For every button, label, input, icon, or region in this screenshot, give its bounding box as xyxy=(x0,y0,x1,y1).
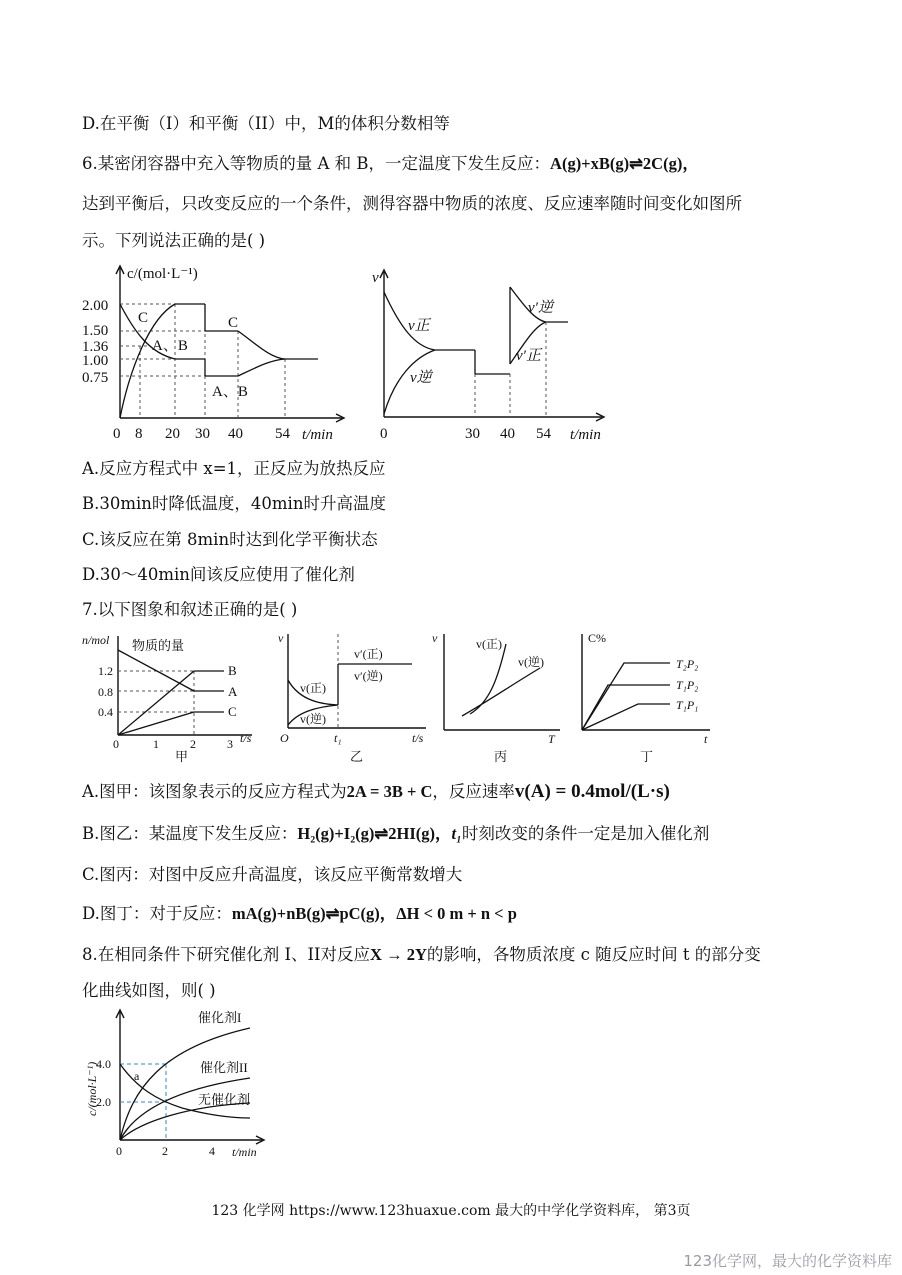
q6-option-d: D.30～40min间该反应使用了催化剂 xyxy=(82,565,355,584)
fig6b-xlabel: t/min xyxy=(570,427,601,443)
q7a-text-mid: ，反应速率 xyxy=(432,782,515,801)
fig6b-xtick: 30 xyxy=(465,426,480,442)
q6-option-a: A.反应方程式中 x=1，正反应为放热反应 xyxy=(82,459,386,478)
fig8-label: 无催化剂 xyxy=(198,1092,251,1107)
q7a-text: A.图甲：该图象表示的反应方程式为 xyxy=(82,782,347,801)
fig7-ding-caption: 丁 xyxy=(640,749,654,764)
fig7-jia-series: B xyxy=(228,663,237,678)
watermark: 123化学网，最大的化学资料库 xyxy=(683,1252,892,1270)
fig6-rate-graph xyxy=(370,262,620,448)
q6-equation: A(g)+xB(g)⇌2C(g)， xyxy=(550,154,699,173)
fig7-ding-graph xyxy=(572,630,722,765)
fig7-jia-ytick: 0.8 xyxy=(98,685,113,699)
fig8-label: a xyxy=(134,1069,140,1083)
fig6a-label: C xyxy=(138,310,149,326)
fig8-xlabel: t/min xyxy=(232,1145,257,1159)
page-footer: 123 化学网 https://www.123huaxue.com 最大的中学化学资料库， 第3页 xyxy=(211,1203,691,1219)
fig7-bing-label: v(正) xyxy=(476,637,502,651)
q7a-rate-equation: v(A) = 0.4mol/(L·s) xyxy=(514,781,670,802)
fig8-xtick: 0 xyxy=(116,1144,122,1158)
fig7-bing-xlabel: T xyxy=(548,732,555,746)
fig6a-ytick: 1.00 xyxy=(82,353,109,369)
fig6b-ylabel: v xyxy=(372,270,379,286)
fig7-ding-ylabel: C% xyxy=(588,631,606,645)
fig7-ding-label: T₁P₂ xyxy=(676,678,699,692)
fig6a-label: C xyxy=(228,315,239,331)
fig7-jia-xtick: 0 xyxy=(113,737,119,751)
fig6a-xtick: 40 xyxy=(228,426,243,442)
fig6b-label: v逆 xyxy=(410,370,432,386)
q6-option-c: C.该反应在第 8min时达到化学平衡状态 xyxy=(82,530,378,549)
q7a-equation: 2A = 3B + C xyxy=(346,782,433,801)
fig6a-xtick: 0 xyxy=(113,426,121,442)
fig7-jia-title: 物质的量 xyxy=(132,638,185,653)
fig6b-label: v′逆 xyxy=(528,300,553,316)
q8-text: 8.在相同条件下研究催化剂 I、II对反应 xyxy=(82,945,371,964)
q8-stem xyxy=(82,941,761,965)
fig6a-ytick: 2.00 xyxy=(82,298,109,314)
fig6b-label: v正 xyxy=(408,318,430,334)
fig7-jia-xtick: 3 xyxy=(227,737,233,751)
fig7-ding-label: T₁P₁ xyxy=(676,698,699,712)
fig7-yi-label: v′(逆) xyxy=(354,669,383,683)
q7b-t1: t₁ xyxy=(451,824,462,843)
fig8-label: 催化剂I xyxy=(198,1010,242,1025)
fig7-jia-series: C xyxy=(228,704,237,719)
fig6b-xtick: 40 xyxy=(500,426,515,442)
q7d-text: D.图丁：对于反应： xyxy=(82,904,232,923)
fig8-label: 催化剂II xyxy=(200,1060,248,1075)
q6-stem-text: 6.某密闭容器中充入等物质的量 A 和 B，一定温度下发生反应： xyxy=(82,154,551,173)
fig7-yi-label: v(正) xyxy=(300,681,326,695)
q7-option-a xyxy=(82,778,670,803)
fig6a-label: A、B xyxy=(212,384,248,400)
fig8-catalyst-graph xyxy=(82,1008,282,1166)
fig7-jia-ytick: 1.2 xyxy=(98,664,113,678)
fig7-jia-series: A xyxy=(228,684,238,699)
fig6a-xtick: 54 xyxy=(275,426,290,442)
q8-line2: 化曲线如图，则( ) xyxy=(82,981,216,1000)
fig7-yi-origin: O xyxy=(280,731,289,745)
fig6a-label: A、B xyxy=(152,338,188,354)
fig7-yi-t1: t₁ xyxy=(334,731,342,745)
q7-option-c: C.图丙：对图中反应升高温度，该反应平衡常数增大 xyxy=(82,865,463,884)
q7-option-d xyxy=(82,900,517,924)
q7d-equation: mA(g)+nB(g)⇌pC(g)，ΔH < 0 m + n < p xyxy=(231,904,517,923)
q6-line3: 示。下列说法正确的是( ) xyxy=(82,231,266,250)
q7-option-b xyxy=(82,820,709,844)
q8-equation: X → 2Y xyxy=(370,945,427,964)
q6-option-b: B.30min时降低温度，40min时升高温度 xyxy=(82,494,386,513)
fig8-xtick: 4 xyxy=(209,1144,215,1158)
q5-option-d: D.在平衡（I）和平衡（II）中，M的体积分数相等 xyxy=(82,114,450,133)
q8-text-post: 的影响，各物质浓度 c 随反应时间 t 的部分变 xyxy=(426,945,761,964)
fig6a-xtick: 20 xyxy=(165,426,180,442)
q7b-equation: H₂(g)+I₂(g)⇌2HI(g)， xyxy=(297,824,452,843)
fig7-yi-graph xyxy=(276,630,436,765)
fig6a-ytick: 0.75 xyxy=(82,370,109,386)
fig6a-xtick: 30 xyxy=(195,426,210,442)
fig7-yi-ylabel: v xyxy=(278,631,284,645)
fig6a-xtick: 8 xyxy=(135,426,143,442)
q7-stem: 7.以下图象和叙述正确的是( ) xyxy=(82,600,298,619)
fig7-jia-xlabel: t/s xyxy=(240,731,252,745)
fig7-bing-ylabel: v xyxy=(432,631,438,645)
fig6a-ytick: 1.50 xyxy=(82,323,109,339)
fig8-ytick: 2.0 xyxy=(96,1095,111,1109)
fig6-concentration-graph xyxy=(80,258,360,448)
fig7-bing-label: v(逆) xyxy=(518,655,544,669)
q7b-text: B.图乙：某温度下发生反应： xyxy=(82,824,298,843)
fig7-jia-ylabel: n/mol xyxy=(82,633,110,647)
fig7-jia-caption: 甲 xyxy=(175,749,189,764)
fig7-jia-graph xyxy=(82,630,262,765)
fig7-yi-caption: 乙 xyxy=(350,749,364,764)
fig7-jia-ytick: 0.4 xyxy=(98,705,113,719)
fig8-ytick: 4.0 xyxy=(96,1057,111,1071)
fig6a-xlabel: t/min xyxy=(302,427,333,443)
fig6a-ylabel: c/(mol·L⁻¹) xyxy=(127,266,198,282)
fig7-yi-label: v′(正) xyxy=(354,647,383,661)
fig7-jia-xtick: 2 xyxy=(190,737,196,751)
fig6b-xtick: 0 xyxy=(380,426,388,442)
q6-stem xyxy=(82,150,699,174)
fig6b-xtick: 54 xyxy=(536,426,551,442)
fig7-jia-xtick: 1 xyxy=(153,737,159,751)
q6-line2: 达到平衡后，只改变反应的一个条件，测得容器中物质的浓度、反应速率随时间变化如图所 xyxy=(82,194,742,213)
fig6b-label: v′正 xyxy=(516,348,541,364)
fig8-ylabel: c/(mol·L⁻¹) xyxy=(85,1061,99,1116)
fig7-ding-label: T₂P₂ xyxy=(676,657,699,671)
fig7-bing-graph xyxy=(430,630,570,765)
fig8-xtick: 2 xyxy=(162,1144,168,1158)
fig7-ding-xlabel: t xyxy=(704,732,708,746)
q7b-text-post: 时刻改变的条件一定是加入催化剂 xyxy=(461,824,710,843)
fig7-bing-caption: 丙 xyxy=(494,749,508,764)
fig7-yi-xlabel: t/s xyxy=(412,731,424,745)
fig6a-ytick: 1.36 xyxy=(82,339,109,355)
fig7-yi-label: v(逆) xyxy=(300,712,326,726)
